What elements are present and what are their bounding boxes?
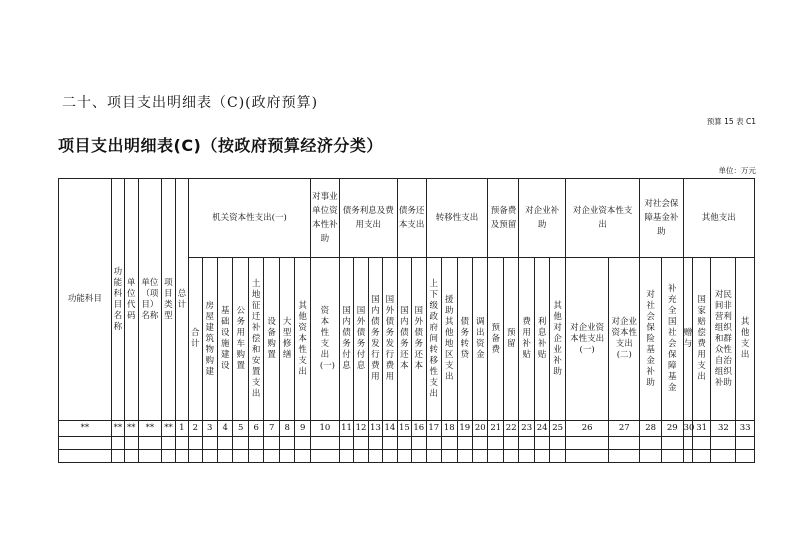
header-sub: 土地征迁补偿和安置支出 — [248, 258, 263, 421]
index-cell: 32 — [711, 421, 736, 437]
header-sub: 大型修缮 — [279, 258, 294, 421]
header-group-3: 债务利息及费用支出 — [339, 179, 397, 258]
header-group-6: 预备费及预留 — [488, 179, 519, 258]
header-sub: 设备购置 — [264, 258, 279, 421]
header-sub: 国内债务付息 — [339, 258, 353, 421]
header-sub: 费用补贴 — [519, 258, 534, 421]
header-group-9: 对社会保障基金补助 — [640, 179, 683, 258]
index-cell: ** — [59, 421, 112, 437]
header-sub: 上下级政府间转移性支出 — [426, 258, 441, 421]
index-cell: 23 — [519, 421, 534, 437]
table-row — [59, 450, 755, 463]
header-sub: 国家赔偿费用支出 — [692, 258, 711, 421]
header-sub: 预留 — [503, 258, 518, 421]
header-sub: 其他支出 — [736, 258, 755, 421]
index-cell: 20 — [472, 421, 488, 437]
section-title: 二十、项目支出明细表（C)(政府预算) — [62, 95, 319, 111]
index-cell: 27 — [609, 421, 640, 437]
index-cell: 24 — [534, 421, 549, 437]
header-group-5: 转移性支出 — [426, 179, 488, 258]
header-sub: 国外债务还本 — [412, 258, 426, 421]
index-cell: 6 — [248, 421, 263, 437]
header-sub: 基础设施建设 — [217, 258, 232, 421]
header-sub: 资本性支出(一) — [310, 258, 339, 421]
header-sub: 合计 — [189, 258, 202, 421]
header-func-subject: 功能科目 — [59, 179, 112, 421]
header-sub: 预备费 — [488, 258, 503, 421]
table-row — [59, 437, 755, 450]
header-unit-project-name: 单位（项目）名称 — [138, 179, 162, 421]
index-cell: 25 — [550, 421, 566, 437]
index-cell: 14 — [383, 421, 397, 437]
unit-label: 单位：万元 — [718, 166, 756, 175]
header-sub: 国内债务发行费用 — [368, 258, 382, 421]
table-number: 预算 15 表 C1 — [706, 117, 756, 126]
header-sub: 援助其他地区支出 — [442, 258, 457, 421]
header-group-8: 对企业资本性支出 — [565, 179, 639, 258]
index-cell: ** — [162, 421, 175, 437]
header-sub: 对企业资本性支出(一) — [565, 258, 608, 421]
header-row-groups — [59, 179, 755, 258]
index-cell: ** — [138, 421, 162, 437]
header-sub: 补充全国社会保障基金 — [661, 258, 683, 421]
index-cell: ** — [125, 421, 138, 437]
index-cell: 26 — [565, 421, 608, 437]
header-sub: 其他资本性支出 — [295, 258, 311, 421]
header-sub: 国外债务发行费用 — [383, 258, 397, 421]
header-sub: 房屋建筑物购建 — [202, 258, 217, 421]
header-func-subject-name: 功能科目名称 — [111, 179, 124, 421]
header-group-2: 对事业单位资本性补助 — [310, 179, 339, 258]
index-cell: 22 — [503, 421, 518, 437]
header-group-7: 对企业补助 — [519, 179, 565, 258]
index-cell: 8 — [279, 421, 294, 437]
index-cell: 1 — [175, 421, 188, 437]
header-sub: 其他对企业补助 — [550, 258, 566, 421]
header-unit-code: 单位代码 — [125, 179, 138, 421]
header-group-1: 机关资本性支出(一) — [189, 179, 311, 258]
index-cell: 19 — [457, 421, 472, 437]
index-cell: 12 — [354, 421, 368, 437]
header-project-type: 项目类型 — [162, 179, 175, 421]
header-sub: 对民间非营利组织和群众性自治组织补助 — [711, 258, 736, 421]
header-sub: 公务用车购置 — [233, 258, 248, 421]
index-cell: 28 — [640, 421, 662, 437]
index-cell: ** — [111, 421, 124, 437]
header-sub: 债务转贷 — [457, 258, 472, 421]
header-sub: 赠与 — [683, 258, 692, 421]
index-cell: 2 — [189, 421, 202, 437]
header-group-4: 债务还本支出 — [397, 179, 426, 258]
header-sub: 调出资金 — [472, 258, 488, 421]
index-cell: 21 — [488, 421, 503, 437]
index-cell: 16 — [412, 421, 426, 437]
index-cell: 9 — [295, 421, 311, 437]
index-cell: 11 — [339, 421, 353, 437]
index-cell: 18 — [442, 421, 457, 437]
header-group-10: 其他支出 — [683, 179, 754, 258]
header-sub: 对企业资本性支出(二) — [609, 258, 640, 421]
index-cell: 17 — [426, 421, 441, 437]
index-cell: 7 — [264, 421, 279, 437]
header-total: 总计 — [175, 179, 188, 421]
header-sub: 对社会保险基金补助 — [640, 258, 662, 421]
header-sub: 国外债务付息 — [354, 258, 368, 421]
project-expenditure-table — [58, 178, 755, 463]
index-cell: 15 — [397, 421, 411, 437]
index-cell: 33 — [736, 421, 755, 437]
index-cell: 3 — [202, 421, 217, 437]
index-cell: 31 — [692, 421, 711, 437]
index-cell: 29 — [661, 421, 683, 437]
index-cell: 5 — [233, 421, 248, 437]
header-sub: 利息补贴 — [534, 258, 549, 421]
header-sub: 国内债务还本 — [397, 258, 411, 421]
index-cell: 30 — [683, 421, 692, 437]
index-row — [59, 421, 755, 437]
index-cell: 13 — [368, 421, 382, 437]
index-cell: 4 — [217, 421, 232, 437]
index-cell: 10 — [310, 421, 339, 437]
page-title: 项目支出明细表(C)（按政府预算经济分类） — [58, 136, 383, 155]
